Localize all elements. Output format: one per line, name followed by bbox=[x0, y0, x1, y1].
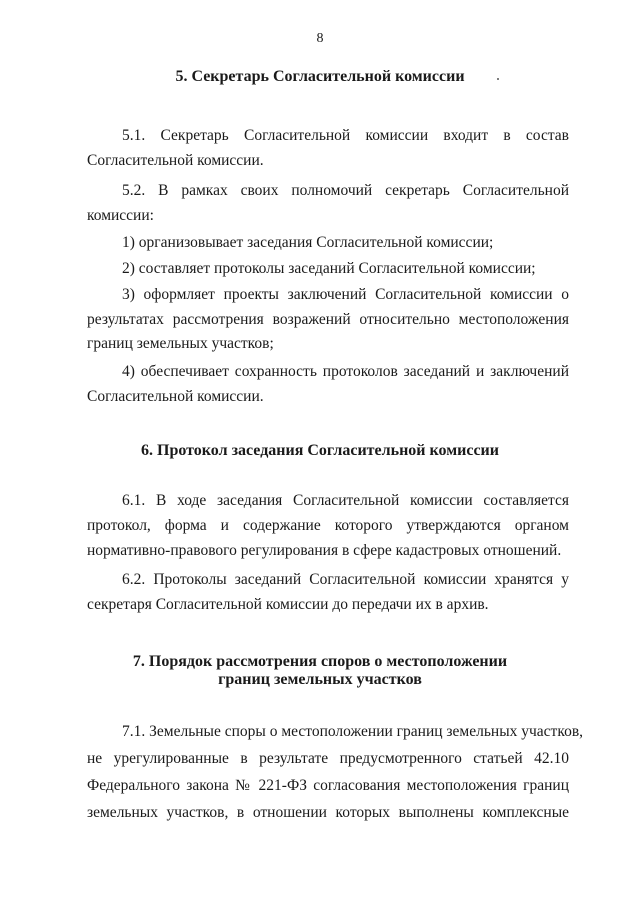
section-7-heading: 7. Порядок рассмотрения споров о местоположении bbox=[132, 653, 508, 670]
list-item-2: 2) составляет протоколы заседаний Согласительной комиссии; bbox=[122, 260, 536, 277]
section-7-heading: границ земельных участков bbox=[218, 671, 422, 688]
paragraph-5-2-line: комиссии: bbox=[87, 207, 154, 224]
paragraph-7-1-line: Федерального закона № 221-ФЗ согласования местоположения границ bbox=[87, 777, 569, 794]
paragraph-6-2-line: секретаря Согласительной комиссии до передачи их в архив. bbox=[87, 596, 489, 613]
section-6-heading: 6. Протокол заседания Согласительной комиссии bbox=[141, 442, 499, 459]
paragraph-7-1-line: 7.1. Земельные споры о местоположении границ земельных участков, bbox=[122, 723, 584, 740]
paragraph-5-1-line: Согласительной комиссии. bbox=[87, 152, 264, 169]
paragraph-6-1-line: протокол, форма и содержание которого утверждаются органом bbox=[87, 517, 569, 534]
paragraph-6-1-line: 6.1. В ходе заседания Согласительной комиссии составляется bbox=[122, 492, 569, 509]
section-5-heading: 5. Секретарь Согласительной комиссии bbox=[175, 68, 465, 85]
paragraph-5-2-line: 5.2. В рамках своих полномочий секретарь Согласительной bbox=[122, 182, 569, 199]
list-item-3-line: результатах рассмотрения возражений относительно местоположения bbox=[87, 311, 569, 328]
list-item-1: 1) организовывает заседания Согласительной комиссии; bbox=[122, 234, 494, 251]
list-item-3-line: 3) оформляет проекты заключений Согласительной комиссии о bbox=[122, 286, 569, 303]
list-item-3-line: границ земельных участков; bbox=[87, 335, 274, 352]
paragraph-7-1-line: земельных участков, в отношении которых выполнены комплексные bbox=[87, 804, 569, 821]
paragraph-5-1-line: 5.1. Секретарь Согласительной комиссии входит в состав bbox=[122, 127, 569, 144]
paragraph-6-1-line: нормативно-правового регулирования в сфере кадастровых отношений. bbox=[87, 542, 562, 559]
paragraph-7-1-line: не урегулированные в результате предусмотренного статьей 42.10 bbox=[87, 750, 569, 767]
paragraph-6-2-line: 6.2. Протоколы заседаний Согласительной комиссии хранятся у bbox=[122, 571, 569, 588]
list-item-4-line: 4) обеспечивает сохранность протоколов заседаний и заключений bbox=[122, 363, 569, 380]
page-number: 8 bbox=[316, 31, 324, 46]
list-item-4-line: Согласительной комиссии. bbox=[87, 388, 264, 405]
